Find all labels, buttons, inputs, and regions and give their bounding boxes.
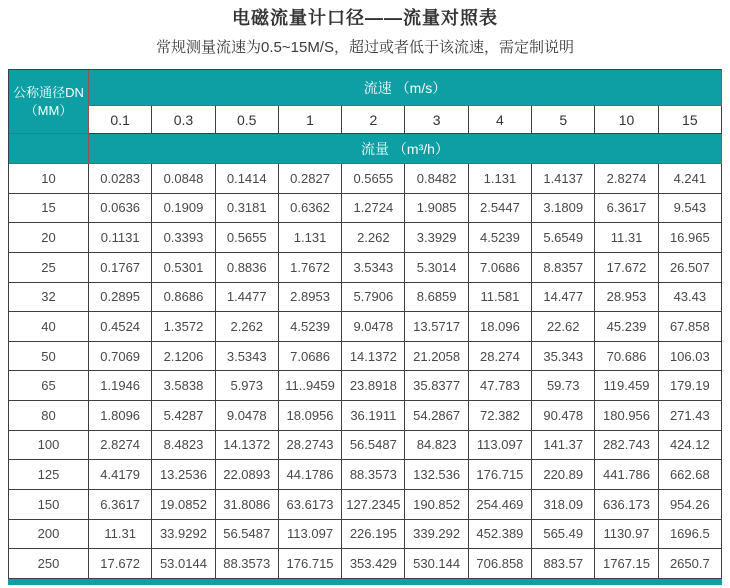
- page-header: [0, 0, 730, 59]
- flow-value-cell: 2.262: [216, 312, 279, 342]
- flow-value-cell: 14.477: [532, 283, 595, 313]
- dn-cell: 150: [9, 490, 89, 520]
- flow-value-cell: 14.1372: [342, 342, 405, 372]
- flow-value-cell: 127.2345: [342, 490, 405, 520]
- dn-cell: 50: [9, 342, 89, 372]
- table-row: [9, 460, 722, 490]
- flow-value-cell: 318.09: [532, 490, 595, 520]
- velocity-header-cell: 10: [595, 106, 658, 134]
- flow-value-cell: 706.858: [469, 549, 532, 579]
- flow-value-cell: 88.3573: [342, 460, 405, 490]
- velocity-band-header: 流速 （m/s）: [89, 70, 722, 106]
- dn-cell: 10: [9, 164, 89, 194]
- flow-value-cell: 23.8918: [342, 371, 405, 401]
- table-row: [9, 490, 722, 520]
- flow-value-cell: 954.26: [659, 490, 722, 520]
- flow-value-cell: 565.49: [532, 520, 595, 550]
- flow-value-cell: 56.5487: [216, 520, 279, 550]
- dn-cell: 20: [9, 223, 89, 253]
- flow-value-cell: 18.0956: [279, 401, 342, 431]
- flow-value-cell: 0.8686: [152, 283, 215, 313]
- flow-value-cell: 1.7672: [279, 253, 342, 283]
- table-head: [9, 70, 722, 164]
- flow-value-cell: 141.37: [532, 431, 595, 461]
- flow-value-cell: 530.144: [405, 549, 468, 579]
- flow-value-cell: 452.389: [469, 520, 532, 550]
- flow-value-cell: 18.096: [469, 312, 532, 342]
- flow-value-cell: 2.1206: [152, 342, 215, 372]
- flow-value-cell: 54.2867: [405, 401, 468, 431]
- flow-value-cell: 9.543: [659, 194, 722, 224]
- flow-value-cell: 2.8953: [279, 283, 342, 313]
- flow-value-cell: 59.73: [532, 371, 595, 401]
- flow-value-cell: 4.241: [659, 164, 722, 194]
- flow-value-cell: 5.4287: [152, 401, 215, 431]
- flow-value-cell: 4.4179: [89, 460, 152, 490]
- flow-value-cell: 17.672: [89, 549, 152, 579]
- flow-value-cell: 0.1767: [89, 253, 152, 283]
- flow-value-cell: 226.195: [342, 520, 405, 550]
- flow-value-cell: 63.6173: [279, 490, 342, 520]
- flow-value-cell: 0.1414: [216, 164, 279, 194]
- flow-value-cell: 6.3617: [595, 194, 658, 224]
- table-row: [9, 253, 722, 283]
- velocity-header-cell: 0.1: [89, 106, 152, 134]
- flow-band-corner-cell: [9, 134, 89, 164]
- flow-value-cell: 8.8357: [532, 253, 595, 283]
- flow-value-cell: 1.2724: [342, 194, 405, 224]
- flow-value-cell: 176.715: [469, 460, 532, 490]
- table-row: [9, 164, 722, 194]
- flow-value-cell: 3.3929: [405, 223, 468, 253]
- flow-value-cell: 7.0686: [279, 342, 342, 372]
- flow-value-cell: 441.786: [595, 460, 658, 490]
- table-row: [9, 194, 722, 224]
- velocity-header-cell: 3: [405, 106, 468, 134]
- flow-value-cell: 113.097: [279, 520, 342, 550]
- flow-value-cell: 53.0144: [152, 549, 215, 579]
- table-row: [9, 223, 722, 253]
- flow-value-cell: 353.429: [342, 549, 405, 579]
- flow-value-cell: 271.43: [659, 401, 722, 431]
- flow-value-cell: 1.131: [279, 223, 342, 253]
- table-row: [9, 520, 722, 550]
- dn-cell: 25: [9, 253, 89, 283]
- flow-value-cell: 1130.97: [595, 520, 658, 550]
- flow-value-cell: 4.5239: [469, 223, 532, 253]
- flow-value-cell: 45.239: [595, 312, 658, 342]
- flow-value-cell: 17.672: [595, 253, 658, 283]
- dn-cell: 40: [9, 312, 89, 342]
- dn-cell: 250: [9, 549, 89, 579]
- flow-value-cell: 176.715: [279, 549, 342, 579]
- dn-corner-header-line2: （MM）: [24, 102, 73, 118]
- flow-value-cell: 35.8377: [405, 371, 468, 401]
- dn-cell: 15: [9, 194, 89, 224]
- flow-value-cell: 1.4477: [216, 283, 279, 313]
- flow-value-cell: 424.12: [659, 431, 722, 461]
- flow-value-cell: 0.8482: [405, 164, 468, 194]
- flow-comparison-table: [8, 69, 722, 579]
- flow-value-cell: 13.2536: [152, 460, 215, 490]
- flow-value-cell: 5.3014: [405, 253, 468, 283]
- flow-value-cell: 0.1909: [152, 194, 215, 224]
- dn-cell: 200: [9, 520, 89, 550]
- table-row: [9, 342, 722, 372]
- table-row: [9, 312, 722, 342]
- flow-value-cell: 11.31: [89, 520, 152, 550]
- flow-value-cell: 3.5343: [216, 342, 279, 372]
- flow-value-cell: 84.823: [405, 431, 468, 461]
- dn-corner-header: [9, 70, 89, 134]
- flow-value-cell: 1.9085: [405, 194, 468, 224]
- flow-value-cell: 28.953: [595, 283, 658, 313]
- flow-value-cell: 9.0478: [216, 401, 279, 431]
- flow-value-cell: 0.0848: [152, 164, 215, 194]
- flow-value-cell: 0.5301: [152, 253, 215, 283]
- flow-value-cell: 0.2895: [89, 283, 152, 313]
- velocity-header-cell: 2: [342, 106, 405, 134]
- flow-value-cell: 0.8836: [216, 253, 279, 283]
- flow-value-cell: 1.131: [469, 164, 532, 194]
- flow-value-cell: 11.581: [469, 283, 532, 313]
- flow-value-cell: 14.1372: [216, 431, 279, 461]
- flow-value-cell: 3.1809: [532, 194, 595, 224]
- flow-value-cell: 21.2058: [405, 342, 468, 372]
- flow-value-cell: 2.5447: [469, 194, 532, 224]
- flow-value-cell: 8.6859: [405, 283, 468, 313]
- flow-value-cell: 220.89: [532, 460, 595, 490]
- flow-value-cell: 44.1786: [279, 460, 342, 490]
- flow-value-cell: 0.0283: [89, 164, 152, 194]
- flow-value-cell: 43.43: [659, 283, 722, 313]
- flow-value-cell: 3.5838: [152, 371, 215, 401]
- flow-value-cell: 67.858: [659, 312, 722, 342]
- velocity-header-cell: 1: [279, 106, 342, 134]
- velocity-header-cell: 4: [469, 106, 532, 134]
- page-subtitle: 常规测量流速为0.5~15M/S，超过或者低于该流速，需定制说明: [156, 39, 574, 56]
- flow-value-cell: 0.4524: [89, 312, 152, 342]
- flow-value-cell: 3.5343: [342, 253, 405, 283]
- page-title: 电磁流量计口径——流量对照表: [232, 8, 498, 28]
- flow-value-cell: 0.0636: [89, 194, 152, 224]
- flow-value-cell: 1.3572: [152, 312, 215, 342]
- flow-value-cell: 883.57: [532, 549, 595, 579]
- velocity-header-cell: 0.3: [152, 106, 215, 134]
- flow-value-cell: 28.2743: [279, 431, 342, 461]
- flow-value-cell: 180.956: [595, 401, 658, 431]
- flow-value-cell: 22.0893: [216, 460, 279, 490]
- table-row: [9, 371, 722, 401]
- flow-value-cell: 70.686: [595, 342, 658, 372]
- table-row: [9, 431, 722, 461]
- flow-value-cell: 16.965: [659, 223, 722, 253]
- velocity-header-cell: 0.5: [216, 106, 279, 134]
- flow-value-cell: 7.0686: [469, 253, 532, 283]
- flow-value-cell: 119.459: [595, 371, 658, 401]
- flow-value-cell: 2.8274: [89, 431, 152, 461]
- flow-value-cell: 0.1131: [89, 223, 152, 253]
- flow-value-cell: 132.536: [405, 460, 468, 490]
- flow-value-cell: 2650.7: [659, 549, 722, 579]
- flow-value-cell: 11.31: [595, 223, 658, 253]
- flow-value-cell: 106.03: [659, 342, 722, 372]
- flow-value-cell: 1.1946: [89, 371, 152, 401]
- flow-value-cell: 1696.5: [659, 520, 722, 550]
- flow-value-cell: 90.478: [532, 401, 595, 431]
- flow-value-cell: 282.743: [595, 431, 658, 461]
- flow-value-cell: 31.8086: [216, 490, 279, 520]
- flow-value-cell: 36.1911: [342, 401, 405, 431]
- table-row: [9, 401, 722, 431]
- flow-value-cell: 35.343: [532, 342, 595, 372]
- velocity-band-row: [9, 70, 722, 106]
- flow-value-cell: 0.3393: [152, 223, 215, 253]
- flow-value-cell: 113.097: [469, 431, 532, 461]
- flow-value-cell: 9.0478: [342, 312, 405, 342]
- flow-value-cell: 1767.15: [595, 549, 658, 579]
- flow-band-header: 流量 （m³/h）: [89, 134, 722, 164]
- dn-cell: 125: [9, 460, 89, 490]
- flow-value-cell: 190.852: [405, 490, 468, 520]
- velocity-header-cell: 15: [659, 106, 722, 134]
- dn-cell: 80: [9, 401, 89, 431]
- velocity-values-row: [9, 106, 722, 134]
- flow-value-cell: 13.5717: [405, 312, 468, 342]
- dn-cell: 65: [9, 371, 89, 401]
- flow-value-cell: 88.3573: [216, 549, 279, 579]
- flow-value-cell: 0.7069: [89, 342, 152, 372]
- flow-value-cell: 1.4137: [532, 164, 595, 194]
- flow-value-cell: 5.973: [216, 371, 279, 401]
- dn-cell: 32: [9, 283, 89, 313]
- table-body: [9, 164, 722, 579]
- table-row: [9, 283, 722, 313]
- flow-value-cell: 8.4823: [152, 431, 215, 461]
- flow-value-cell: 0.2827: [279, 164, 342, 194]
- flow-value-cell: 0.5655: [216, 223, 279, 253]
- dn-cell: 100: [9, 431, 89, 461]
- flow-value-cell: 2.262: [342, 223, 405, 253]
- flow-value-cell: 33.9292: [152, 520, 215, 550]
- flow-value-cell: 6.3617: [89, 490, 152, 520]
- flow-value-cell: 4.5239: [279, 312, 342, 342]
- flow-value-cell: 662.68: [659, 460, 722, 490]
- flow-value-cell: 72.382: [469, 401, 532, 431]
- velocity-header-cell: 5: [532, 106, 595, 134]
- dn-corner-header-line1: 公称通径DN: [13, 84, 84, 100]
- flow-value-cell: 22.62: [532, 312, 595, 342]
- flow-value-cell: 254.469: [469, 490, 532, 520]
- flow-value-cell: 0.3181: [216, 194, 279, 224]
- next-row-cutoff-strip: [8, 579, 722, 585]
- flow-value-cell: 28.274: [469, 342, 532, 372]
- flow-value-cell: 339.292: [405, 520, 468, 550]
- flow-value-cell: 179.19: [659, 371, 722, 401]
- flow-value-cell: 11..9459: [279, 371, 342, 401]
- flow-band-row: [9, 134, 722, 164]
- flow-value-cell: 19.0852: [152, 490, 215, 520]
- flow-value-cell: 2.8274: [595, 164, 658, 194]
- flow-value-cell: 636.173: [595, 490, 658, 520]
- flow-value-cell: 5.7906: [342, 283, 405, 313]
- table-row: [9, 549, 722, 579]
- flow-value-cell: 0.6362: [279, 194, 342, 224]
- flow-value-cell: 0.5655: [342, 164, 405, 194]
- flow-value-cell: 5.6549: [532, 223, 595, 253]
- flow-value-cell: 1.8096: [89, 401, 152, 431]
- flow-value-cell: 47.783: [469, 371, 532, 401]
- flow-value-cell: 26.507: [659, 253, 722, 283]
- flow-value-cell: 56.5487: [342, 431, 405, 461]
